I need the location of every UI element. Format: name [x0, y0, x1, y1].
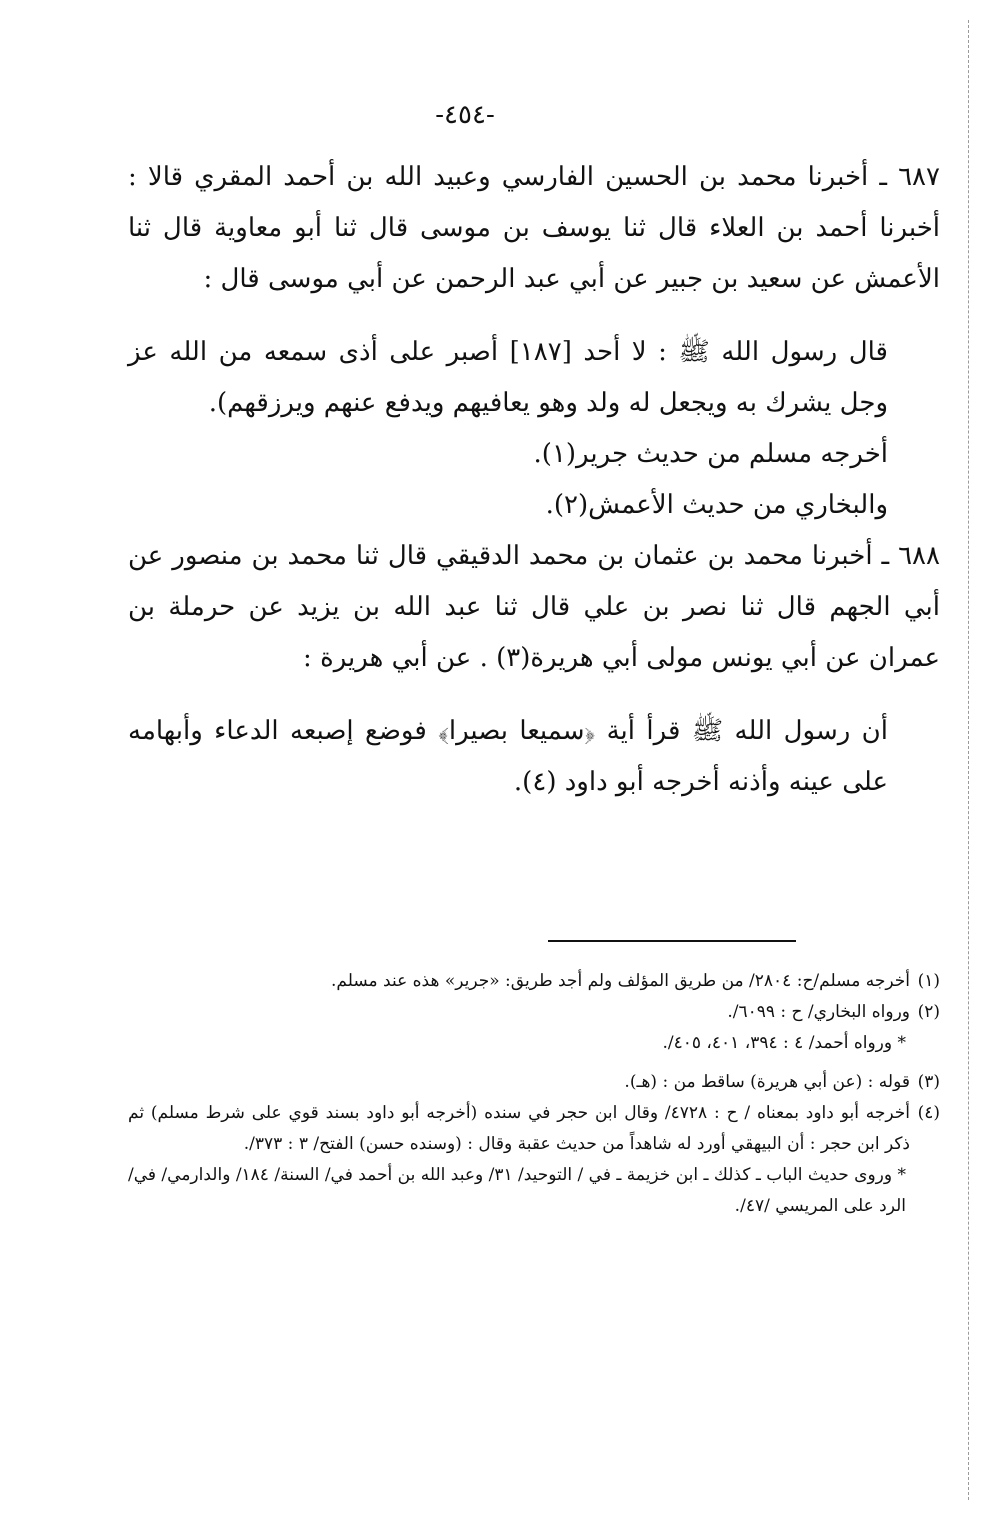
footnote-1: [128, 966, 940, 997]
hadith-688-isnad: ٦٨٨ ـ أخبرنا محمد بن عثمان بن محمد الدقيقي قال ثنا محمد بن منصور عن أبي الجهم قال ثنا نصر بن علي قال ثنا عبد الله بن يزيد عن حرملة بن عمران عن أبي يونس مولى أبي هريرة(٣) . عن أبي هريرة :: [128, 541, 940, 673]
paragraph-gap: [128, 684, 940, 706]
footnote-2-marker: (٢): [917, 1002, 940, 1022]
footnote-gap: [128, 1059, 940, 1067]
hadith-687-takhrij-bukhari: والبخاري من حديث الأعمش(٢).: [545, 490, 888, 520]
page-edge-line: [968, 20, 969, 1500]
hadith-687-takhrij-muslim: أخرجه مسلم من حديث جرير(١).: [533, 439, 888, 469]
main-text: [128, 152, 940, 808]
footnotes: [128, 966, 940, 1222]
footnote-2-text: ورواه البخاري/ ح : ٦٠٩٩/.: [727, 1002, 910, 1022]
hadith-687-isnad: ٦٨٧ ـ أخبرنا محمد بن الحسين الفارسي وعبيد الله بن أحمد المقري قالا : أخبرنا أحمد بن العلاء قال ثنا يوسف بن موسى قال ثنا أبو معاوية قال ثنا الأعمش عن سعيد بن جبير عن أبي عبد الرحمن عن أبي موسى قال :: [128, 162, 940, 294]
footnote-separator: [548, 940, 796, 942]
footnote-1-text: أخرجه مسلم/ح: ٢٨٠٤/ من طريق المؤلف ولم أجد طريق: «جرير» هذه عند مسلم.: [331, 971, 910, 991]
footnote-3-marker: (٣): [917, 1072, 940, 1092]
footnote-3-text: قوله : (عن أبي هريرة) ساقط من : (هـ).: [624, 1072, 910, 1092]
footnote-4-sub: * وروى حديث الباب ـ كذلك ـ ابن خزيمة ـ في / التوحيد/ ٣١/ وعبد الله بن أحمد في/ السنة/ ١٨٤/ والدارمي/ في/ الرد على المريسي /٤٧/.: [128, 1165, 906, 1216]
page-number: -٤٥٤-: [435, 100, 495, 130]
footnote-1-marker: (١): [917, 971, 940, 991]
footnote-4-marker: (٤): [917, 1103, 940, 1123]
footnote-3: [128, 1067, 940, 1098]
footnote-2-sub: * ورواه أحمد/ ٤ : ٣٩٤، ٤٠١، ٤٠٥/.: [662, 1033, 906, 1053]
paragraph-gap: [128, 305, 940, 327]
hadith-688-matn: أن رسول الله ﷺ قرأ أية ﴿سميعا بصيرا﴾ فوضع إصبعه الدعاء وأبهامه على عينه وأذنه أخرجه أبو داود (٤).: [128, 716, 888, 797]
hadith-687-matn: قال رسول الله ﷺ : لا أحد [١٨٧] أصبر على أذى سمعه من الله عز وجل يشرك به ويجعل له ولد وهو يعافيهم ويدفع عنهم ويرزقهم).: [128, 337, 888, 418]
footnote-2: [128, 997, 940, 1028]
footnote-4: [128, 1098, 940, 1160]
footnote-4-text: أخرجه أبو داود بمعناه / ح : ٤٧٢٨/ وقال ابن حجر في سنده (أخرجه أبو داود بسند قوي على شرط مسلم) ثم ذكر ابن حجر : أن البيهقي أورد له شاهداً من حديث عقبة وقال : (وسنده حسن) الفتح/ ٣ : ٣٧٣/.: [128, 1103, 911, 1154]
